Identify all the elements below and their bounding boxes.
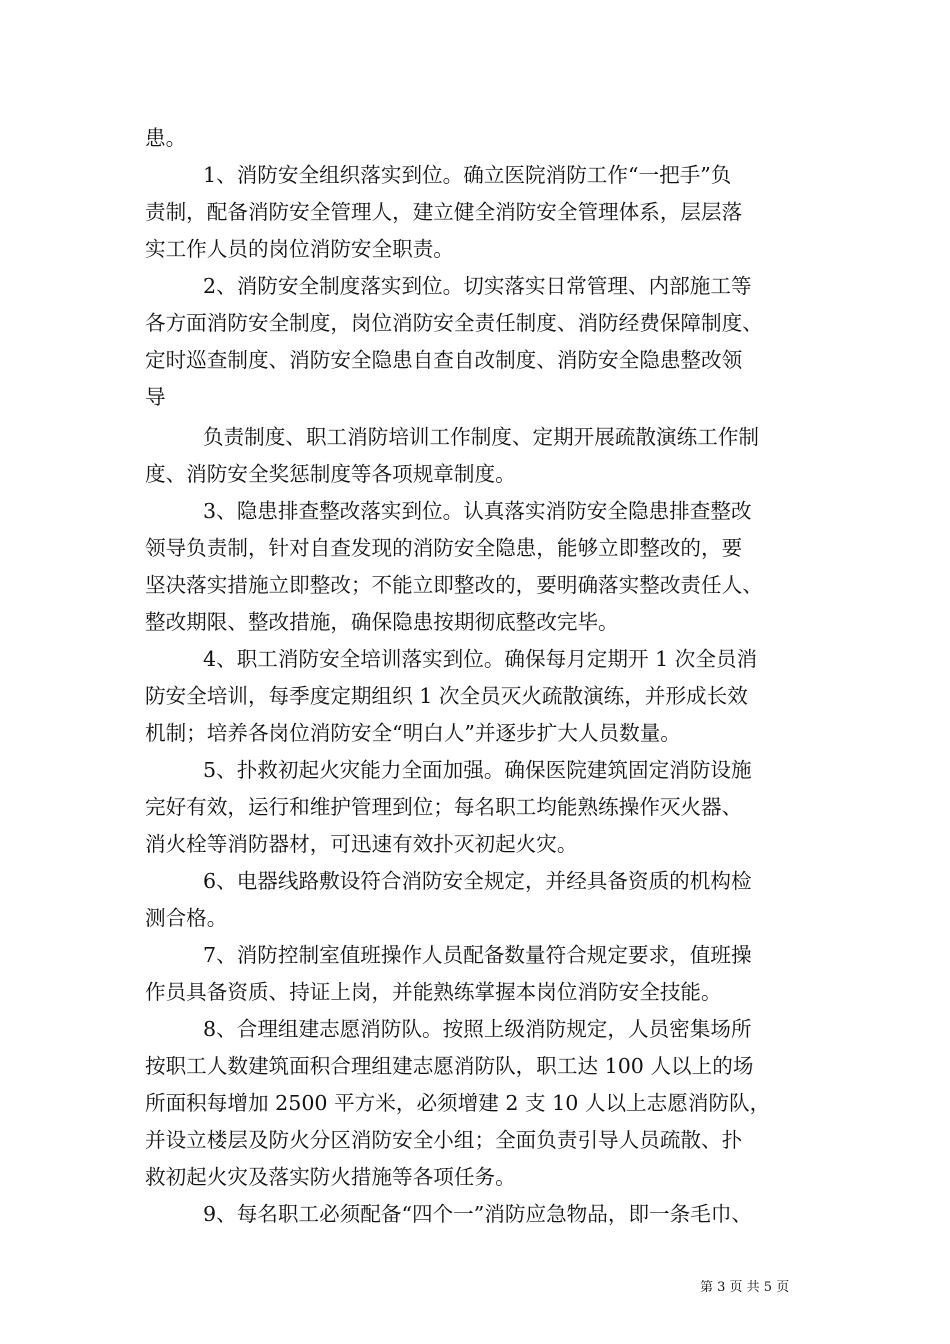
- text-line: 按职工人数建筑面积合理组建志愿消防队，职工达 100 人以上的场: [145, 1054, 754, 1078]
- text-line: 机制；培养各岗位消防安全“明白人”并逐步扩大人员数量。: [145, 721, 681, 745]
- text-line: 定时巡查制度、消防安全隐患自查自改制度、消防安全隐患整改领: [145, 348, 743, 372]
- page-number-footer: 第 3 页 共 5 页: [700, 1280, 790, 1295]
- text-line: 9、每名职工必须配备“四个一”消防应急物品，即一条毛巾、: [203, 1202, 752, 1226]
- text-line: 2、消防安全制度落实到位。切实落实日常管理、内部施工等: [203, 274, 752, 298]
- text-line: 并设立楼层及防火分区消防安全小组；全面负责引导人员疏散、扑: [145, 1128, 743, 1152]
- text-line: 6、电器线路敷设符合消防安全规定，并经具备资质的机构检: [203, 869, 752, 893]
- text-line: 负责制度、职工消防培训工作制度、定期开展疏散演练工作制: [203, 425, 760, 449]
- text-line: 救初起火灾及落实防火措施等各项任务。: [145, 1165, 516, 1189]
- text-line: 8、合理组建志愿消防队。按照上级消防规定，人员密集场所: [203, 1017, 752, 1041]
- text-line: 领导负责制，针对自查发现的消防安全隐患，能够立即整改的，要: [145, 536, 743, 560]
- text-line: 度、消防安全奖惩制度等各项规章制度。: [145, 462, 516, 486]
- text-line: 各方面消防安全制度，岗位消防安全责任制度、消防经费保障制度、: [145, 311, 763, 335]
- text-line: 实工作人员的岗位消防安全职责。: [145, 237, 454, 261]
- text-line: 测合格。: [145, 906, 228, 930]
- text-line: 完好有效，运行和维护管理到位；每名职工均能熟练操作灭火器、: [145, 795, 743, 819]
- text-line: 作员具备资质、持证上岗，并能熟练掌握本岗位消防安全技能。: [145, 980, 722, 1004]
- text-line: 责制，配备消防安全管理人，建立健全消防安全管理体系，层层落: [145, 200, 743, 224]
- text-line: 患。: [145, 126, 187, 150]
- text-line: 消火栓等消防器材，可迅速有效扑灭初起火灾。: [145, 832, 578, 856]
- text-line: 防安全培训，每季度定期组织 1 次全员灭火疏散演练，并形成长效: [145, 684, 748, 708]
- text-line: 导: [145, 385, 166, 409]
- text-line: 5、扑救初起火灾能力全面加强。确保医院建筑固定消防设施: [203, 758, 752, 782]
- text-line: 7、消防控制室值班操作人员配备数量符合规定要求，值班操: [203, 943, 752, 967]
- text-line: 坚决落实措施立即整改；不能立即整改的，要明确落实整改责任人、: [145, 573, 763, 597]
- text-line: 整改期限、整改措施，确保隐患按期彻底整改完毕。: [145, 610, 619, 634]
- text-line: 1、消防安全组织落实到位。确立医院消防工作“一把手”负: [203, 163, 732, 187]
- text-line: 4、职工消防安全培训落实到位。确保每月定期开 1 次全员消: [203, 647, 758, 671]
- text-line: 所面积每增加 2500 平方米，必须增建 2 支 10 人以上志愿消防队，: [145, 1091, 771, 1115]
- text-line: 3、隐患排查整改落实到位。认真落实消防安全隐患排查整改: [203, 499, 752, 523]
- body-text: [145, 120, 825, 1233]
